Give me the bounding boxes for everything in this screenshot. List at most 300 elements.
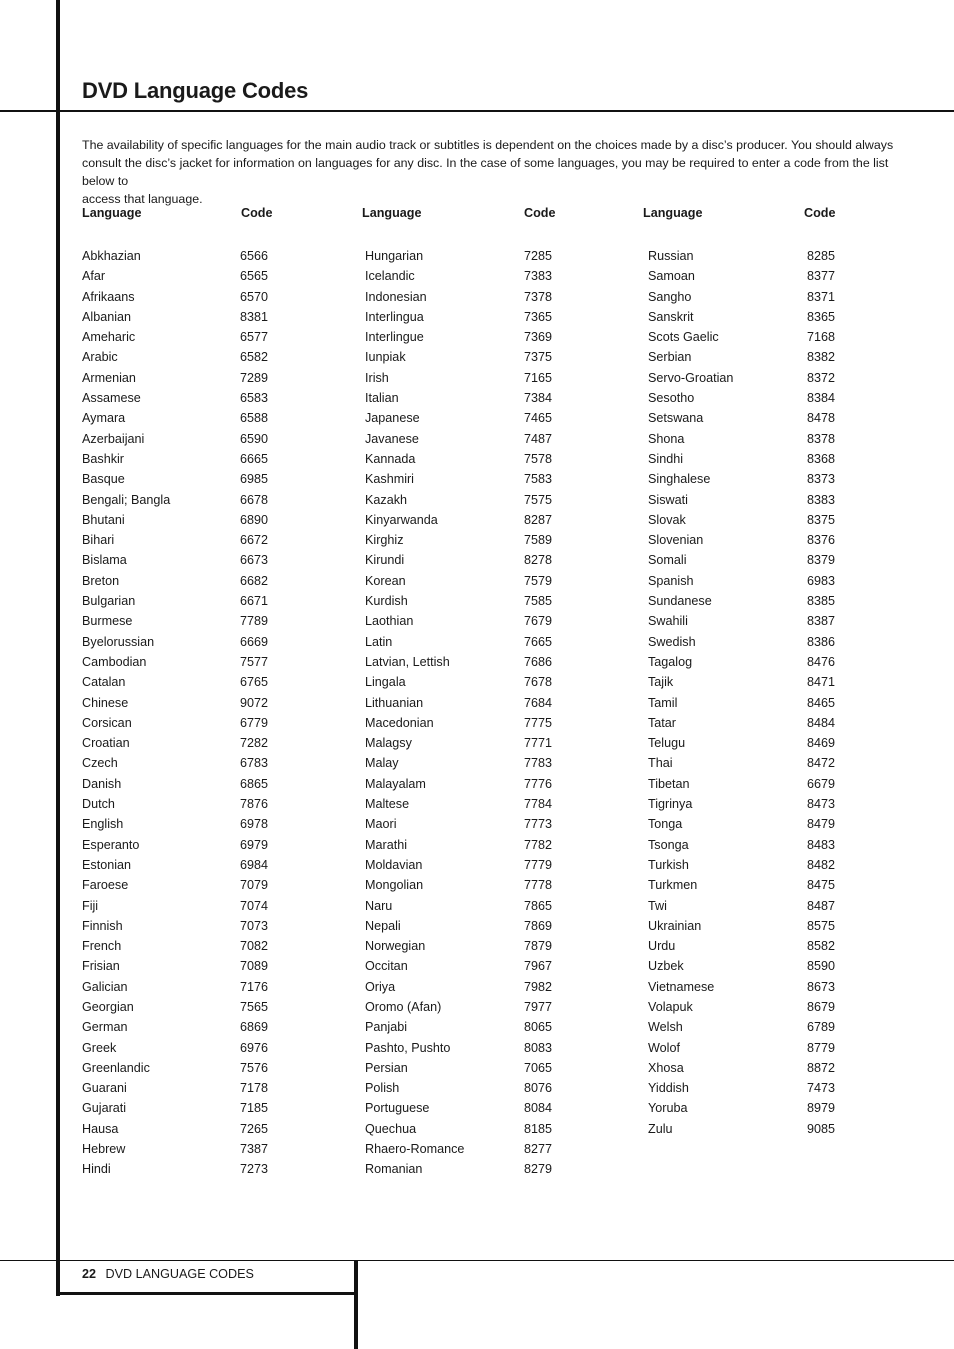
language-code: 7589 xyxy=(524,533,553,548)
list-item xyxy=(643,733,835,753)
language-code: 8279 xyxy=(524,1162,553,1177)
language-code: 8465 xyxy=(807,695,836,710)
code-list xyxy=(362,246,555,1180)
list-item xyxy=(82,733,272,753)
language-name: Icelandic xyxy=(365,269,415,284)
language-code: 7273 xyxy=(240,1162,269,1177)
list-item xyxy=(82,550,272,570)
language-code: 8590 xyxy=(807,959,836,974)
language-code: 8084 xyxy=(524,1101,553,1116)
language-name: Indonesian xyxy=(365,289,427,304)
list-item xyxy=(643,693,835,713)
code-header: Code xyxy=(804,206,836,220)
language-name: Latvian, Lettish xyxy=(365,654,450,669)
language-code: 7773 xyxy=(524,817,553,832)
language-code: 7679 xyxy=(524,614,553,629)
list-item xyxy=(362,611,555,631)
list-item xyxy=(82,936,272,956)
list-item xyxy=(362,632,555,652)
language-code: 6590 xyxy=(240,431,269,446)
language-code: 7369 xyxy=(524,330,553,345)
language-code: 7073 xyxy=(240,918,269,933)
language-name: Kurdish xyxy=(365,594,408,609)
list-item xyxy=(82,327,272,347)
list-item xyxy=(82,652,272,672)
list-item xyxy=(362,246,555,266)
language-name: Sanskrit xyxy=(648,309,694,324)
list-item xyxy=(82,774,272,794)
language-name: Lithuanian xyxy=(365,695,424,710)
list-item xyxy=(362,794,555,814)
language-code: 8076 xyxy=(524,1081,553,1096)
list-item xyxy=(362,550,555,570)
language-name: Bulgarian xyxy=(82,594,136,609)
list-item xyxy=(362,1098,555,1118)
column-header xyxy=(82,206,272,226)
language-name: Guarani xyxy=(82,1081,127,1096)
language-code: 6789 xyxy=(807,1020,836,1035)
list-item xyxy=(643,469,835,489)
footer-divider-bar xyxy=(354,1260,358,1349)
language-code: 7776 xyxy=(524,776,553,791)
intro-paragraph xyxy=(82,136,917,208)
list-item xyxy=(82,611,272,631)
language-code: 6783 xyxy=(240,756,269,771)
list-item xyxy=(643,814,835,834)
list-item xyxy=(643,1058,835,1078)
language-name: Russian xyxy=(648,249,694,263)
language-name: Fiji xyxy=(82,898,99,913)
language-name: Laothian xyxy=(365,614,414,629)
language-name: Italian xyxy=(365,391,399,406)
list-item xyxy=(82,429,272,449)
list-item xyxy=(643,530,835,550)
language-name: Cambodian xyxy=(82,654,147,669)
list-item xyxy=(362,307,555,327)
list-item xyxy=(82,1119,272,1139)
list-item xyxy=(643,652,835,672)
list-item xyxy=(643,266,835,286)
list-item xyxy=(82,956,272,976)
language-code: 6566 xyxy=(240,249,269,263)
language-name: Portuguese xyxy=(365,1101,430,1116)
language-name: Setswana xyxy=(648,411,704,426)
language-name: Bhutani xyxy=(82,512,125,527)
language-name: Javanese xyxy=(365,431,419,446)
list-item xyxy=(82,977,272,997)
language-code: 8386 xyxy=(807,634,836,649)
list-item xyxy=(82,1058,272,1078)
language-name: Greek xyxy=(82,1040,117,1055)
language-code: 7583 xyxy=(524,472,553,487)
language-name: Hebrew xyxy=(82,1142,126,1157)
language-name: Bengali; Bangla xyxy=(82,492,171,507)
language-code: 6890 xyxy=(240,512,269,527)
language-name: English xyxy=(82,817,124,832)
language-code: 7771 xyxy=(524,736,553,751)
language-code: 8479 xyxy=(807,817,836,832)
language-name: Malayalam xyxy=(365,776,426,791)
language-name: Naru xyxy=(365,898,393,913)
language-code: 9085 xyxy=(807,1121,836,1136)
language-code: 7383 xyxy=(524,269,553,284)
list-item xyxy=(643,1098,835,1118)
list-item xyxy=(82,916,272,936)
language-code: 9072 xyxy=(240,695,269,710)
list-item xyxy=(82,794,272,814)
language-code: 7168 xyxy=(807,330,836,345)
language-name: Polish xyxy=(365,1081,400,1096)
language-code: 8387 xyxy=(807,614,836,629)
list-item xyxy=(82,591,272,611)
language-code: 7165 xyxy=(524,370,553,385)
language-name: Chinese xyxy=(82,695,129,710)
list-item xyxy=(643,510,835,530)
language-name: Albanian xyxy=(82,309,132,324)
language-code: 7775 xyxy=(524,715,553,730)
footer-section-title: DVD LANGUAGE CODES xyxy=(105,1267,254,1281)
language-name: Azerbaijani xyxy=(82,431,145,446)
language-code: 7079 xyxy=(240,878,269,893)
language-name: Interlingue xyxy=(365,330,424,345)
language-code: 7579 xyxy=(524,573,553,588)
language-name: Singhalese xyxy=(648,472,711,487)
language-code: 8379 xyxy=(807,553,836,568)
list-item xyxy=(362,672,555,692)
language-code: 6682 xyxy=(240,573,269,588)
language-code: 8383 xyxy=(807,492,836,507)
language-name: Slovenian xyxy=(648,533,704,548)
language-name: Swedish xyxy=(648,634,696,649)
page-title: DVD Language Codes xyxy=(82,78,309,103)
list-item xyxy=(82,510,272,530)
language-name: Kannada xyxy=(365,451,416,466)
language-name: Rhaero-Romance xyxy=(365,1142,465,1157)
language-code: 7375 xyxy=(524,350,553,365)
list-item xyxy=(643,1017,835,1037)
language-name: Kashmiri xyxy=(365,472,414,487)
list-item xyxy=(82,347,272,367)
list-item xyxy=(643,753,835,773)
list-item xyxy=(643,1038,835,1058)
language-name: Yiddish xyxy=(648,1081,689,1096)
language-name: Assamese xyxy=(82,391,141,406)
language-code: 6983 xyxy=(807,573,836,588)
list-item xyxy=(643,287,835,307)
language-name: Turkmen xyxy=(648,878,698,893)
language-name: Scots Gaelic xyxy=(648,330,719,345)
language-code: 6665 xyxy=(240,451,269,466)
list-item xyxy=(643,388,835,408)
language-code: 7783 xyxy=(524,756,553,771)
language-code: 7387 xyxy=(240,1142,269,1157)
language-name: German xyxy=(82,1020,128,1035)
language-code: 6978 xyxy=(240,817,269,832)
language-code: 6577 xyxy=(240,330,269,345)
language-name: Xhosa xyxy=(648,1060,684,1075)
list-item xyxy=(362,429,555,449)
list-item xyxy=(643,591,835,611)
list-item xyxy=(643,774,835,794)
language-code: 6588 xyxy=(240,411,269,426)
list-item xyxy=(643,449,835,469)
language-code: 8385 xyxy=(807,594,836,609)
language-name: Ameharic xyxy=(82,330,136,345)
language-name: Kirghiz xyxy=(365,533,404,548)
language-code: 8482 xyxy=(807,857,836,872)
language-name: Spanish xyxy=(648,573,694,588)
language-code: 8285 xyxy=(807,249,836,263)
list-item xyxy=(362,1078,555,1098)
list-item xyxy=(82,896,272,916)
language-name: Estonian xyxy=(82,857,132,872)
list-item xyxy=(82,1017,272,1037)
list-item xyxy=(82,855,272,875)
language-code: 6582 xyxy=(240,350,269,365)
code-column-1 xyxy=(82,206,272,1180)
language-name: Korean xyxy=(365,573,406,588)
language-name: Tibetan xyxy=(648,776,690,791)
language-code: 8378 xyxy=(807,431,836,446)
list-item xyxy=(82,571,272,591)
language-code: 7487 xyxy=(524,431,553,446)
list-item xyxy=(82,1098,272,1118)
language-name: Slovak xyxy=(648,512,686,527)
language-name: Tigrinya xyxy=(648,797,693,812)
language-code: 8368 xyxy=(807,451,836,466)
language-code: 7678 xyxy=(524,675,553,690)
language-code: 6779 xyxy=(240,715,269,730)
language-header: Language xyxy=(82,206,142,220)
language-code: 6673 xyxy=(240,553,269,568)
list-item xyxy=(82,287,272,307)
language-name: Catalan xyxy=(82,675,126,690)
language-name: Urdu xyxy=(648,939,676,954)
language-name: Pashto, Pushto xyxy=(365,1040,451,1055)
language-name: Interlingua xyxy=(365,309,424,324)
language-code: 8065 xyxy=(524,1020,553,1035)
list-item xyxy=(643,429,835,449)
language-name: Twi xyxy=(648,898,667,913)
language-name: Wolof xyxy=(648,1040,680,1055)
language-name: Breton xyxy=(82,573,120,588)
language-code: 7982 xyxy=(524,979,553,994)
list-item xyxy=(82,449,272,469)
list-item xyxy=(643,916,835,936)
language-name: Mongolian xyxy=(365,878,424,893)
language-name: Croatian xyxy=(82,736,130,751)
language-code: 8287 xyxy=(524,512,553,527)
language-code: 7977 xyxy=(524,999,553,1014)
language-name: Japanese xyxy=(365,411,420,426)
language-name: Faroese xyxy=(82,878,129,893)
list-item xyxy=(362,1058,555,1078)
language-name: Tonga xyxy=(648,817,683,832)
list-item xyxy=(82,368,272,388)
language-name: Norwegian xyxy=(365,939,426,954)
language-code: 6985 xyxy=(240,472,269,487)
list-item xyxy=(362,956,555,976)
list-item xyxy=(643,347,835,367)
list-item xyxy=(362,936,555,956)
list-item xyxy=(82,693,272,713)
language-code: 7074 xyxy=(240,898,269,913)
language-name: Bislama xyxy=(82,553,127,568)
language-code: 6583 xyxy=(240,391,269,406)
language-name: Uzbek xyxy=(648,959,684,974)
list-item xyxy=(643,571,835,591)
language-name: Corsican xyxy=(82,715,132,730)
language-code: 7879 xyxy=(524,939,553,954)
list-item xyxy=(82,1139,272,1159)
language-name: Esperanto xyxy=(82,837,140,852)
language-name: Frisian xyxy=(82,959,120,974)
language-name: Byelorussian xyxy=(82,634,155,649)
list-item xyxy=(82,753,272,773)
language-name: Afrikaans xyxy=(82,289,135,304)
language-code: 7285 xyxy=(524,249,553,263)
list-item xyxy=(82,388,272,408)
language-name: Malagsy xyxy=(365,736,412,751)
language-code: 6678 xyxy=(240,492,269,507)
list-item xyxy=(362,490,555,510)
language-name: Servo-Groatian xyxy=(648,370,734,385)
language-name: Sundanese xyxy=(648,594,712,609)
list-item xyxy=(362,469,555,489)
list-item xyxy=(362,693,555,713)
language-name: Maori xyxy=(365,817,397,832)
language-name: Turkish xyxy=(648,857,689,872)
list-item xyxy=(362,327,555,347)
language-code: 7065 xyxy=(524,1060,553,1075)
language-name: Kazakh xyxy=(365,492,408,507)
code-header: Code xyxy=(524,206,556,220)
language-name: Shona xyxy=(648,431,685,446)
page-footer xyxy=(82,1267,254,1281)
language-name: Finnish xyxy=(82,918,123,933)
language-name: Greenlandic xyxy=(82,1060,150,1075)
language-name: Welsh xyxy=(648,1020,683,1035)
language-name: Arabic xyxy=(82,350,118,365)
list-item xyxy=(643,611,835,631)
list-item xyxy=(362,1038,555,1058)
language-name: Somali xyxy=(648,553,687,568)
language-code: 6869 xyxy=(240,1020,269,1035)
language-code: 8375 xyxy=(807,512,836,527)
language-code: 7365 xyxy=(524,309,553,324)
list-item xyxy=(362,733,555,753)
list-item xyxy=(643,368,835,388)
list-item xyxy=(643,956,835,976)
language-name: Maltese xyxy=(365,797,410,812)
language-name: Malay xyxy=(365,756,399,771)
language-name: Danish xyxy=(82,776,122,791)
list-item xyxy=(82,530,272,550)
list-item xyxy=(82,1078,272,1098)
list-item xyxy=(362,591,555,611)
list-item xyxy=(643,408,835,428)
language-code: 8083 xyxy=(524,1040,553,1055)
language-code: 6765 xyxy=(240,675,269,690)
language-code: 8373 xyxy=(807,472,836,487)
language-code: 7576 xyxy=(240,1060,269,1075)
language-code: 7869 xyxy=(524,918,553,933)
list-item xyxy=(82,997,272,1017)
language-name: Kirundi xyxy=(365,553,405,568)
language-code: 8471 xyxy=(807,675,836,690)
list-item xyxy=(82,469,272,489)
language-code: 8469 xyxy=(807,736,836,751)
language-name: Sesotho xyxy=(648,391,695,406)
language-name: Sindhi xyxy=(648,451,684,466)
list-item xyxy=(82,307,272,327)
language-code: 8483 xyxy=(807,837,836,852)
language-code: 6669 xyxy=(240,634,269,649)
language-code: 7565 xyxy=(240,999,269,1014)
code-header: Code xyxy=(241,206,273,220)
list-item xyxy=(362,266,555,286)
title-rule xyxy=(0,110,954,112)
footer-box-rule xyxy=(56,1292,358,1295)
language-code: 7665 xyxy=(524,634,553,649)
language-name: Serbian xyxy=(648,350,692,365)
language-code: 7865 xyxy=(524,898,553,913)
language-code: 6679 xyxy=(807,776,836,791)
language-code: 7473 xyxy=(807,1081,836,1096)
list-item xyxy=(362,287,555,307)
language-name: Moldavian xyxy=(365,857,423,872)
language-name: Latin xyxy=(365,634,393,649)
language-name: Quechua xyxy=(365,1121,417,1136)
language-name: Hungarian xyxy=(365,249,424,263)
list-item xyxy=(362,916,555,936)
list-item xyxy=(643,672,835,692)
list-item xyxy=(82,814,272,834)
language-name: French xyxy=(82,939,122,954)
language-name: Bihari xyxy=(82,533,115,548)
language-code: 8487 xyxy=(807,898,836,913)
language-code: 7577 xyxy=(240,654,269,669)
language-name: Afar xyxy=(82,269,106,284)
language-name: Irish xyxy=(365,370,389,385)
list-item xyxy=(643,794,835,814)
list-item xyxy=(643,713,835,733)
list-item xyxy=(362,713,555,733)
language-code: 8185 xyxy=(524,1121,553,1136)
list-item xyxy=(362,896,555,916)
list-item xyxy=(643,307,835,327)
list-item xyxy=(82,632,272,652)
language-code: 7789 xyxy=(240,614,269,629)
language-code: 8476 xyxy=(807,654,836,669)
language-code: 8384 xyxy=(807,391,836,406)
list-item xyxy=(362,347,555,367)
footer-rule xyxy=(0,1260,954,1261)
language-name: Georgian xyxy=(82,999,134,1014)
page-number: 22 xyxy=(82,1267,97,1281)
language-name: Bashkir xyxy=(82,451,124,466)
language-name: Oriya xyxy=(365,979,396,994)
language-code: 8277 xyxy=(524,1142,553,1157)
intro-line: The availability of specific languages for the main audio track or subtitles is dependent on the choices made by a disc’s producer. You should always xyxy=(82,138,894,152)
language-code: 7465 xyxy=(524,411,553,426)
language-code: 7089 xyxy=(240,959,269,974)
list-item xyxy=(643,1078,835,1098)
language-name: Lingala xyxy=(365,675,406,690)
language-name: Oromo (Afan) xyxy=(365,999,442,1014)
language-header: Language xyxy=(362,206,422,220)
list-item xyxy=(643,977,835,997)
